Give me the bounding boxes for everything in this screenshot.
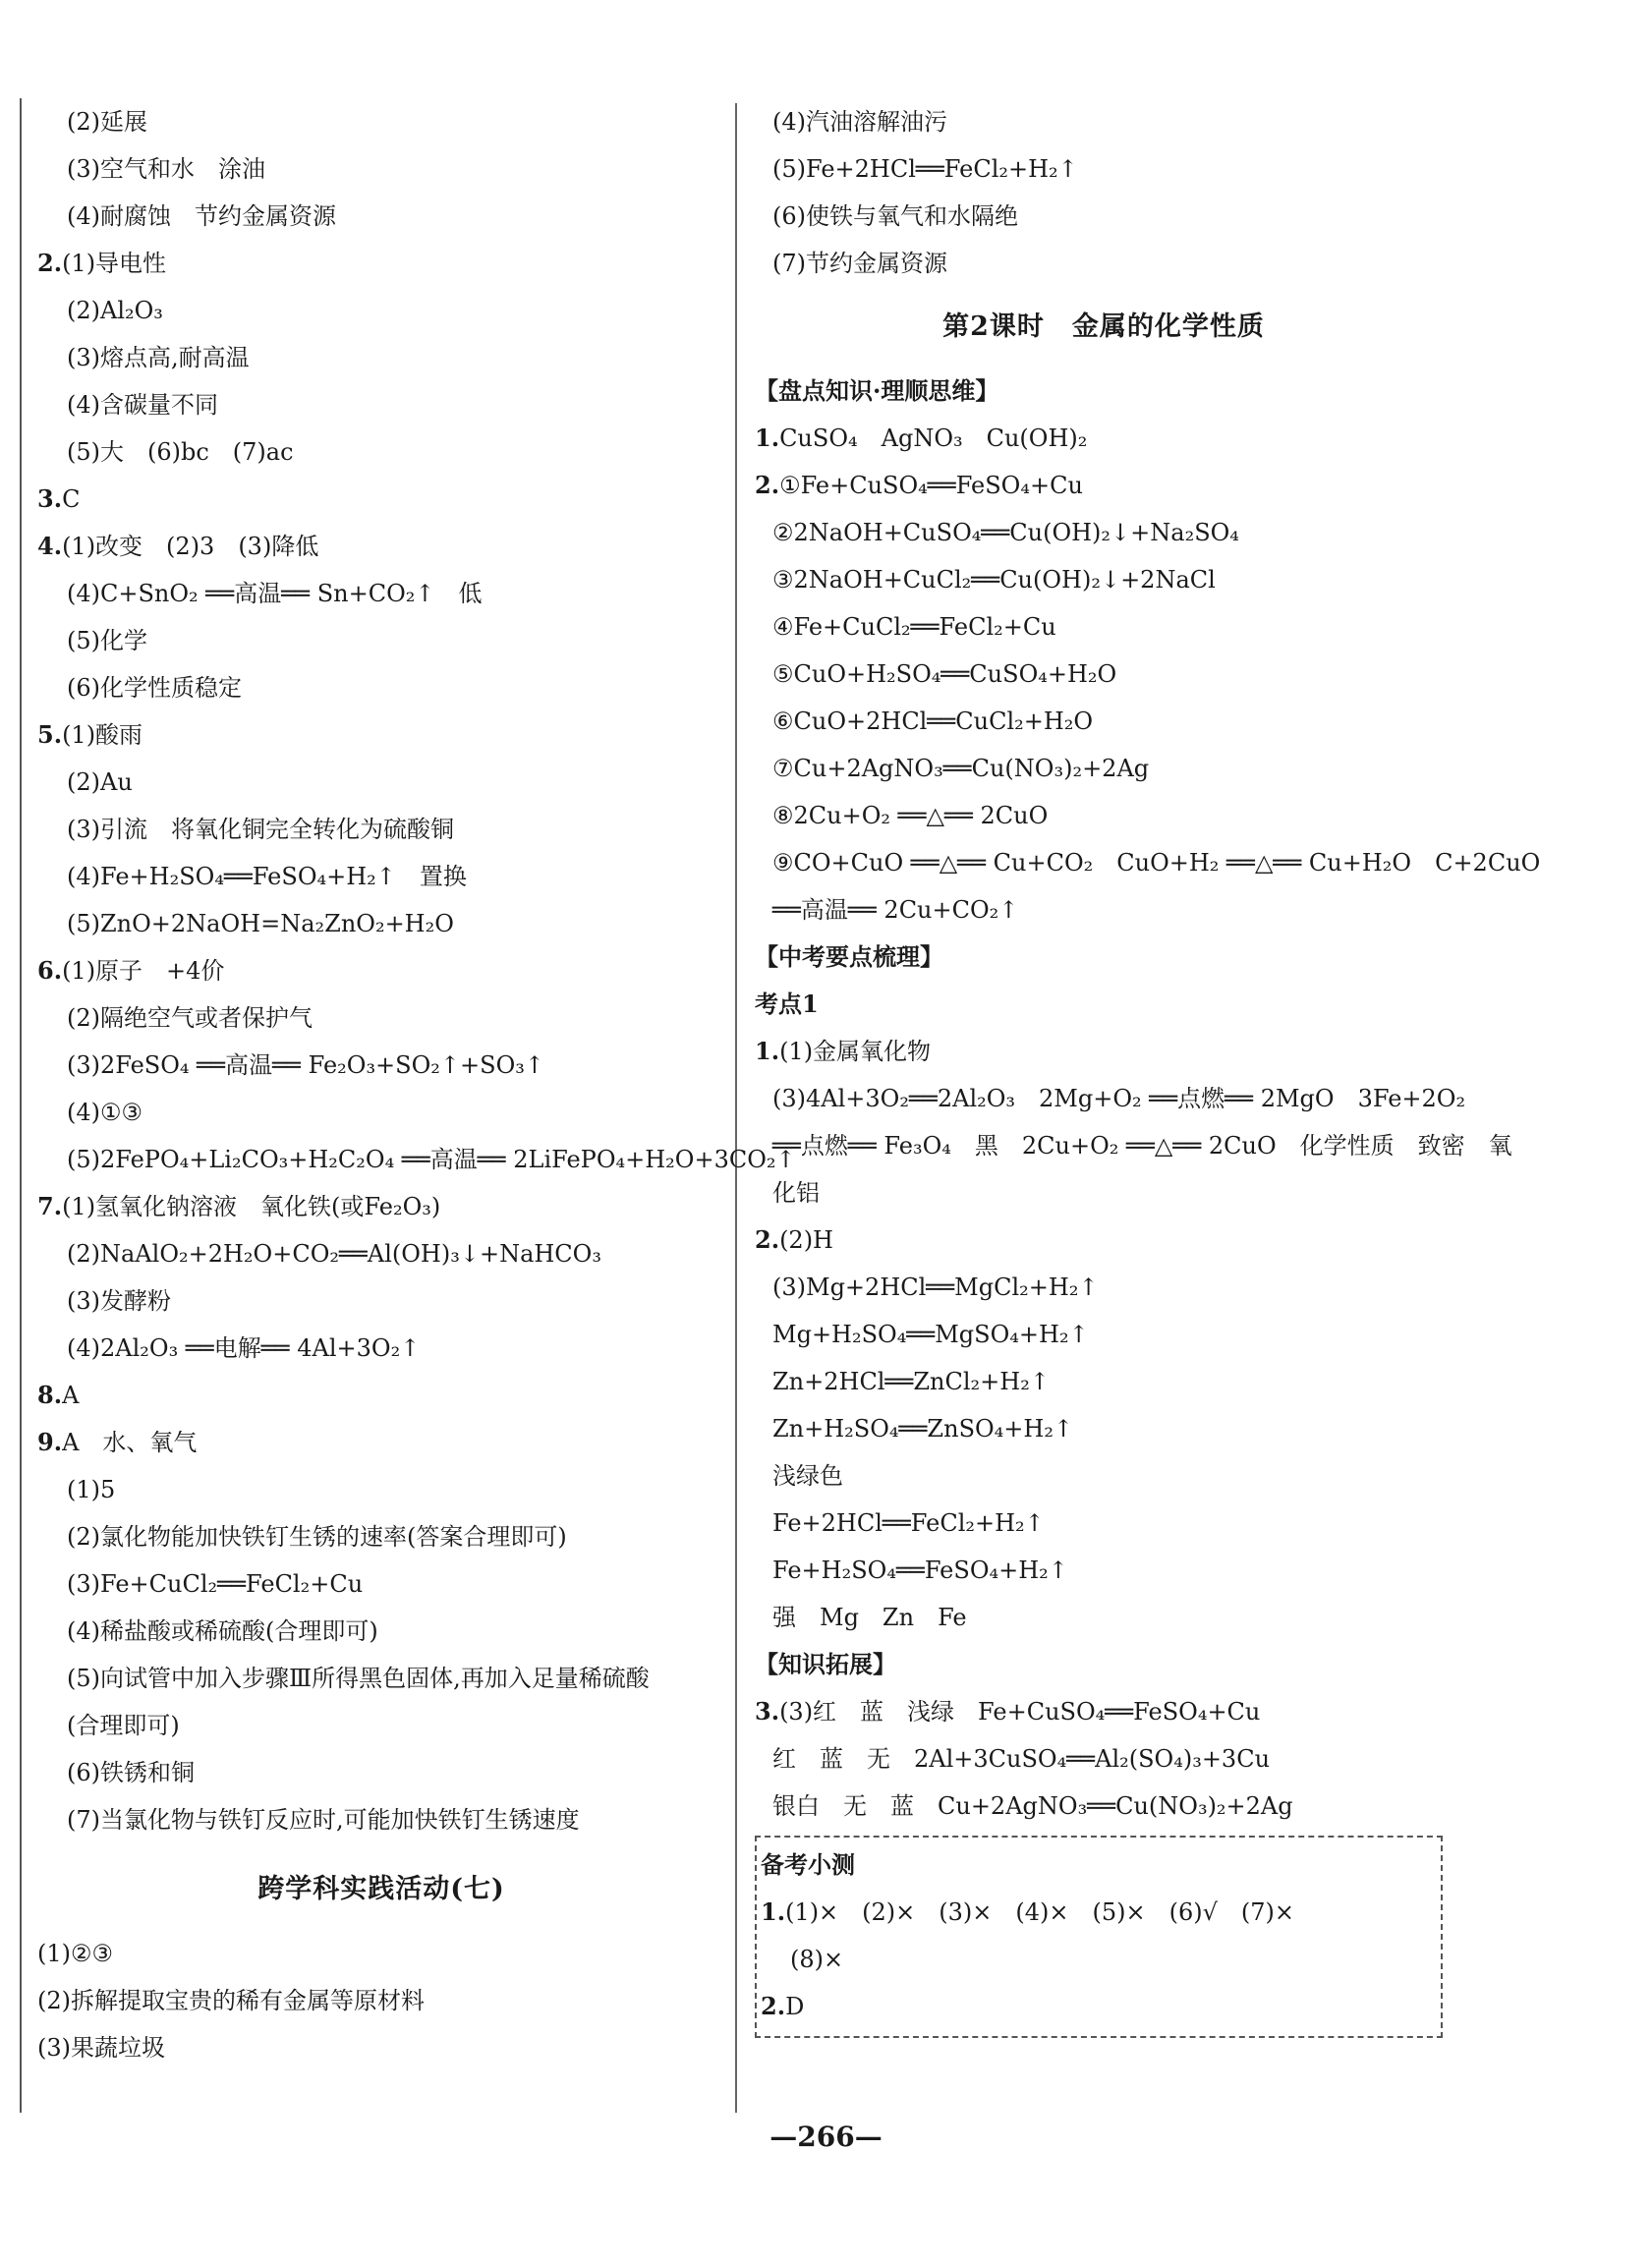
answer-text: (7)当氯化物与铁钉反应时,可能加快铁钉生锈速度 [67,1806,580,1834]
question-number: 2. [761,1992,786,2020]
question-number: 8. [37,1381,63,1409]
answer-text: (1)酸雨 [62,721,143,749]
question-number: 1. [761,1897,786,1926]
answer-line [755,462,1453,509]
answer-text: (2)NaAlO₂+2H₂O+CO₂══Al(OH)₃↓+NaHCO₃ [67,1240,601,1268]
answer-text: ⑥CuO+2HCl══CuCl₂+H₂O [772,708,1094,735]
section-title: 跨学科实践活动(七) [257,1874,505,1904]
answer-line [755,745,1453,792]
answer-line [755,1358,1453,1405]
answer-line [755,556,1453,603]
answer-line [755,1169,1453,1217]
answer-line [37,381,725,428]
section-heading: 【知识拓展】 [755,1650,896,1678]
answer-text: (4)C+SnO₂ ══高温══ Sn+CO₂↑ 低 [67,580,483,607]
answer-line [37,806,725,853]
answer-line [37,1702,725,1749]
answer-text: (4)耐腐蚀 节约金属资源 [67,202,336,230]
answer-text: (6)化学性质稳定 [67,674,242,702]
answer-text: 强 Mg Zn Fe [772,1604,967,1631]
answer-text: (4)2Al₂O₃ ══电解══ 4Al+3O₂↑ [67,1334,421,1362]
answer-text: Mg+H₂SO₄══MgSO₄+H₂↑ [772,1321,1089,1348]
answer-line: (1)②③ [37,1940,114,1967]
answer-text: (1)氢氧化钠溶液 氧化铁(或Fe₂O₃) [62,1193,441,1220]
answer-text: (2)隔绝空气或者保护气 [67,1004,313,1032]
answer-line [755,1594,1453,1641]
answer-line [755,886,1453,934]
answer-line [37,1560,725,1608]
question-number: 3. [37,484,63,513]
answer-line [37,240,725,287]
question-number: 3. [755,1697,780,1726]
quick-test-title: 备考小测 [761,1850,855,1879]
answer-text: ⑧2Cu+O₂ ══△══ 2CuO [772,802,1049,829]
answer-line [37,1372,725,1419]
answer-text: (3)空气和水 涂油 [67,155,265,183]
question-number: 1. [755,424,780,452]
answer-text: (2)H [779,1226,833,1254]
answer-text: A 水、氧气 [62,1429,198,1456]
answer-text: 红 蓝 无 2Al+3CuSO₄══Al₂(SO₄)₃+3Cu [772,1745,1271,1773]
answer-line [755,1311,1453,1358]
answer-line [755,1217,1453,1264]
answer-line [37,617,725,664]
answer-text: (5)化学 [67,627,147,654]
answer-line: (5)Fe+2HCl══FeCl₂+H₂↑ [772,155,1078,183]
answer-line [755,651,1453,698]
answer-text: ②2NaOH+CuSO₄══Cu(OH)₂↓+Na₂SO₄ [772,519,1239,546]
answer-line [37,145,725,193]
right-column [755,98,1541,2038]
answer-line [755,603,1453,651]
answer-text: ④Fe+CuCl₂══FeCl₂+Cu [772,613,1056,641]
question-number: 1. [755,1037,780,1065]
answer-text: (2)延展 [67,108,147,136]
answer-text: Zn+2HCl══ZnCl₂+H₂↑ [772,1368,1050,1395]
answer-text: (4)稀盐酸或稀硫酸(合理即可) [67,1617,378,1645]
answer-line [755,415,1453,462]
answer-text: (1)5 [67,1476,116,1503]
answer-text: (5)2FePO₄+Li₂CO₃+H₂C₂O₄ ══高温══ 2LiFePO₄+H₂O+3CO₂↑ [67,1146,796,1173]
answer-line [755,1688,1453,1735]
question-number: 6. [37,956,63,985]
answer-text: 化铝 [772,1179,820,1207]
answer-line [37,287,725,334]
answer-text: ⑦Cu+2AgNO₃══Cu(NO₃)₂+2Ag [772,755,1150,782]
answer-line [37,428,725,476]
answer-text: Fe+H₂SO₄══FeSO₄+H₂↑ [772,1556,1068,1584]
answer-line [761,1936,1435,1983]
answer-text: (2)Al₂O₃ [67,297,163,324]
answer-text: (3)2FeSO₄ ══高温══ Fe₂O₃+SO₂↑+SO₃↑ [67,1051,544,1079]
answer-text: (2)氯化物能加快铁钉生锈的速率(答案合理即可) [67,1523,567,1551]
question-number: 9. [37,1428,63,1456]
answer-line [755,839,1541,886]
answer-line [755,1783,1453,1830]
answer-text: (3)熔点高,耐高温 [67,344,250,371]
answer-line [761,1983,1435,2030]
answer-text: A [62,1382,80,1409]
answer-line [755,1452,1453,1500]
answer-line [755,792,1453,839]
answer-line [37,853,725,900]
answer-text: (3)引流 将氧化铜完全转化为硫酸铜 [67,816,454,843]
answer-text: (5)大 (6)bc (7)ac [67,438,294,466]
answer-text: (5)ZnO+2NaOH=Na₂ZnO₂+H₂O [67,910,454,937]
answer-line [37,1608,725,1655]
answer-text: CuSO₄ AgNO₃ Cu(OH)₂ [779,424,1088,452]
answer-line [37,1042,725,1089]
answer-line [37,1089,725,1136]
answer-line: (4)汽油溶解油污 [772,108,947,136]
answer-line [755,1075,1466,1122]
answer-text: (4)含碳量不同 [67,391,218,419]
answer-line: (2)拆解提取宝贵的稀有金属等原材料 [37,1987,425,2014]
answer-line [37,334,725,381]
answer-text: ③2NaOH+CuCl₂══Cu(OH)₂↓+2NaCl [772,566,1216,594]
question-number: 4. [37,532,63,560]
answer-line: (6)使铁与氧气和水隔绝 [772,202,1018,230]
answer-line [37,711,725,759]
column-divider [735,103,737,2113]
answer-line [37,1655,725,1702]
answer-line [37,98,725,145]
answer-text: (3)4Al+3O₂══2Al₂O₃ 2Mg+O₂ ══点燃══ 2MgO 3Fe+2O₂ [772,1085,1466,1112]
answer-text: (1)原子 +4价 [62,957,225,985]
answer-text: D [785,1993,805,2020]
answer-line [37,994,725,1042]
answer-line [755,1028,1453,1075]
answer-line [37,1419,725,1466]
left-margin-rule [20,98,22,2113]
answer-text: (6)铁锈和铜 [67,1759,195,1786]
exam-point-heading: 考点1 [755,990,819,1018]
answer-line [37,1749,725,1796]
question-number: 2. [755,1225,780,1254]
question-number: 5. [37,720,63,749]
answer-text: (3)Fe+CuCl₂══FeCl₂+Cu [67,1570,364,1598]
answer-line [37,1230,725,1277]
answer-text: (8)× [790,1946,844,1973]
answer-line [37,1466,725,1513]
question-number: 2. [37,249,63,277]
answer-line [37,1325,725,1372]
answer-text: (1)× (2)× (3)× (4)× (5)× (6)√ (7)× [785,1898,1294,1926]
question-number: 7. [37,1192,63,1220]
answer-text: ══点燃══ Fe₃O₄ 黑 2Cu+O₂ ══△══ 2CuO 化学性质 致密 氧 [772,1132,1512,1160]
answer-line [755,698,1453,745]
answer-line [37,759,725,806]
answer-text: ══高温══ 2Cu+CO₂↑ [772,896,1019,924]
answer-line: (7)节约金属资源 [772,250,947,277]
answer-line [755,1547,1453,1594]
answer-text: (4)①③ [67,1099,143,1126]
answer-line [755,509,1453,556]
page-number: —266— [769,2121,883,2153]
answer-text: (3)Mg+2HCl══MgCl₂+H₂↑ [772,1274,1099,1301]
answer-text: (3)红 蓝 浅绿 Fe+CuSO₄══FeSO₄+Cu [779,1698,1261,1726]
answer-line [755,1122,1512,1169]
question-number: 2. [755,471,780,499]
answer-line [761,1889,1435,1936]
answer-text: (3)发酵粉 [67,1287,171,1315]
answer-line [37,476,725,523]
answer-text: (4)Fe+H₂SO₄══FeSO₄+H₂↑ 置换 [67,863,467,890]
answer-text: (1)导电性 [62,250,167,277]
answer-text: 银白 无 蓝 Cu+2AgNO₃══Cu(NO₃)₂+2Ag [772,1792,1293,1820]
answer-line [755,1264,1453,1311]
answer-line [37,900,725,947]
answer-line [755,1500,1453,1547]
lesson-title: 第2课时 金属的化学性质 [942,311,1265,342]
answer-line [37,1183,725,1230]
section-heading: 【盘点知识·理顺思维】 [755,376,999,405]
answer-line [755,1405,1453,1452]
answer-text: (5)向试管中加入步骤Ⅲ所得黑色固体,再加入足量稀硫酸 [67,1665,650,1692]
answer-line [37,193,725,240]
answer-line [37,1513,725,1560]
answer-text: C [62,485,81,513]
answer-text: 浅绿色 [772,1462,843,1490]
section-heading: 【中考要点梳理】 [755,942,943,971]
answer-line: (3)果蔬垃圾 [37,2034,165,2062]
answer-line [37,664,725,711]
answer-text: (1)改变 (2)3 (3)降低 [62,533,319,560]
answer-line [755,1735,1453,1783]
answer-line [37,523,725,570]
answer-line [37,947,725,994]
answer-line [37,1136,796,1183]
answer-text: ①Fe+CuSO₄══FeSO₄+Cu [779,472,1083,499]
quick-test-box [755,1836,1443,2038]
answer-text: Zn+H₂SO₄══ZnSO₄+H₂↑ [772,1415,1074,1443]
answer-line [37,570,725,617]
answer-text: (1)金属氧化物 [779,1038,932,1065]
answer-text: ⑨CO+CuO ══△══ Cu+CO₂ CuO+H₂ ══△══ Cu+H₂O C+2CuO [772,849,1541,877]
answer-line [37,1796,725,1843]
answer-text: (合理即可) [67,1712,180,1739]
answer-text: ⑤CuO+H₂SO₄══CuSO₄+H₂O [772,660,1117,688]
answer-line [37,1277,725,1325]
answer-text: (2)Au [67,768,133,796]
answer-text: Fe+2HCl══FeCl₂+H₂↑ [772,1509,1045,1537]
